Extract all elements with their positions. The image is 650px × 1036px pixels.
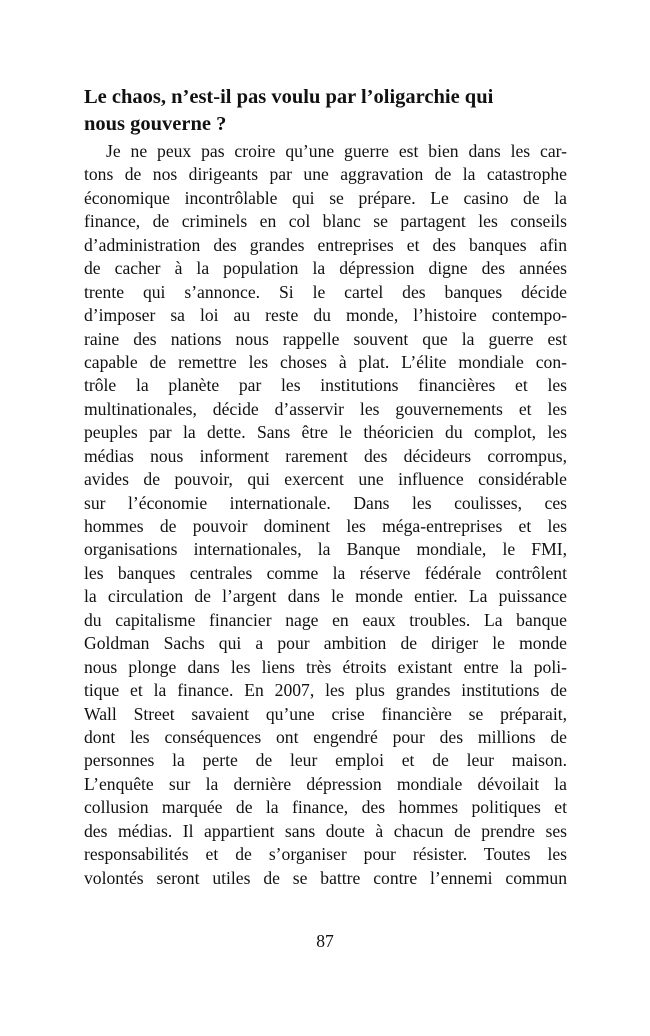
text-line: économique incontrôlable qui se prépare. Le casino de la [84, 187, 567, 208]
text-line: multinationales, décide d’asservir les gouvernements et les [84, 398, 567, 419]
text-line: responsabilités et de s’organiser pour résister. Toutes les [84, 844, 567, 865]
text-line: d’administration des grandes entreprises et des banques afin [84, 234, 567, 255]
page-content [84, 84, 567, 890]
text-line: médias nous informent rarement des décideurs corrompus, [84, 445, 567, 466]
page-number: 87 [316, 931, 334, 951]
text-line: sur l’économie internationale. Dans les coulisses, ces [84, 492, 567, 513]
heading-line: Le chaos, n’est-il pas voulu par l’oligarchie qui [84, 86, 494, 108]
text-line: trôle la planète par les institutions financières et les [84, 375, 567, 396]
text-line: dont les conséquences ont engendré pour des millions de [84, 726, 567, 747]
text-line: trente qui s’annonce. Si le cartel des banques décide [84, 281, 567, 302]
text-line: la circulation de l’argent dans le monde entier. La puissance [84, 586, 567, 607]
text-line: L’enquête sur la dernière dépression mondiale dévoilait la [84, 773, 567, 794]
text-line: les banques centrales comme la réserve fédérale contrôlent [84, 562, 567, 583]
text-line: hommes de pouvoir dominent les méga-entreprises et les [84, 516, 567, 536]
text-line: peuples par la dette. Sans être le théoricien du complot, les [84, 422, 567, 443]
text-line: volontés seront utiles de se battre contre l’ennemi commun [84, 867, 567, 888]
text-line: organisations internationales, la Banque mondiale, le FMI, [84, 539, 567, 560]
text-line: capable de remettre les choses à plat. L’élite mondiale con- [84, 351, 567, 372]
text-line: de cacher à la population la dépression digne des années [84, 258, 567, 279]
text-line: collusion marquée de la finance, des hommes politiques et [84, 797, 567, 818]
text-line: nous plonge dans les liens très étroits existant entre la poli- [84, 656, 567, 677]
text-line: Wall Street savaient qu’une crise financière se préparait, [84, 703, 567, 724]
text-line: tique et la finance. En 2007, les plus grandes institutions de [84, 680, 567, 701]
text-line: finance, de criminels en col blanc se partagent les conseils [84, 211, 567, 232]
section-heading [84, 84, 567, 138]
text-line: tons de nos dirigeants par une aggravation de la catastrophe [84, 164, 567, 185]
heading-line: nous gouverne ? [84, 113, 227, 135]
text-line: des médias. Il appartient sans doute à chacun de prendre ses [84, 820, 567, 841]
text-line: Je ne peux pas croire qu’une guerre est bien dans les car- [106, 141, 567, 161]
text-line: d’imposer sa loi au reste du monde, l’histoire contempo- [84, 305, 567, 326]
text-line: du capitalisme financier nage en eaux troubles. La banque [84, 609, 567, 630]
text-line: Goldman Sachs qui a pour ambition de diriger le monde [84, 633, 567, 654]
text-line: avides de pouvoir, qui exercent une influence considérable [84, 469, 567, 490]
text-line: personnes la perte de leur emploi et de leur maison. [84, 750, 567, 771]
body-paragraph [84, 140, 567, 890]
text-line: raine des nations nous rappelle souvent que la guerre est [84, 328, 567, 349]
